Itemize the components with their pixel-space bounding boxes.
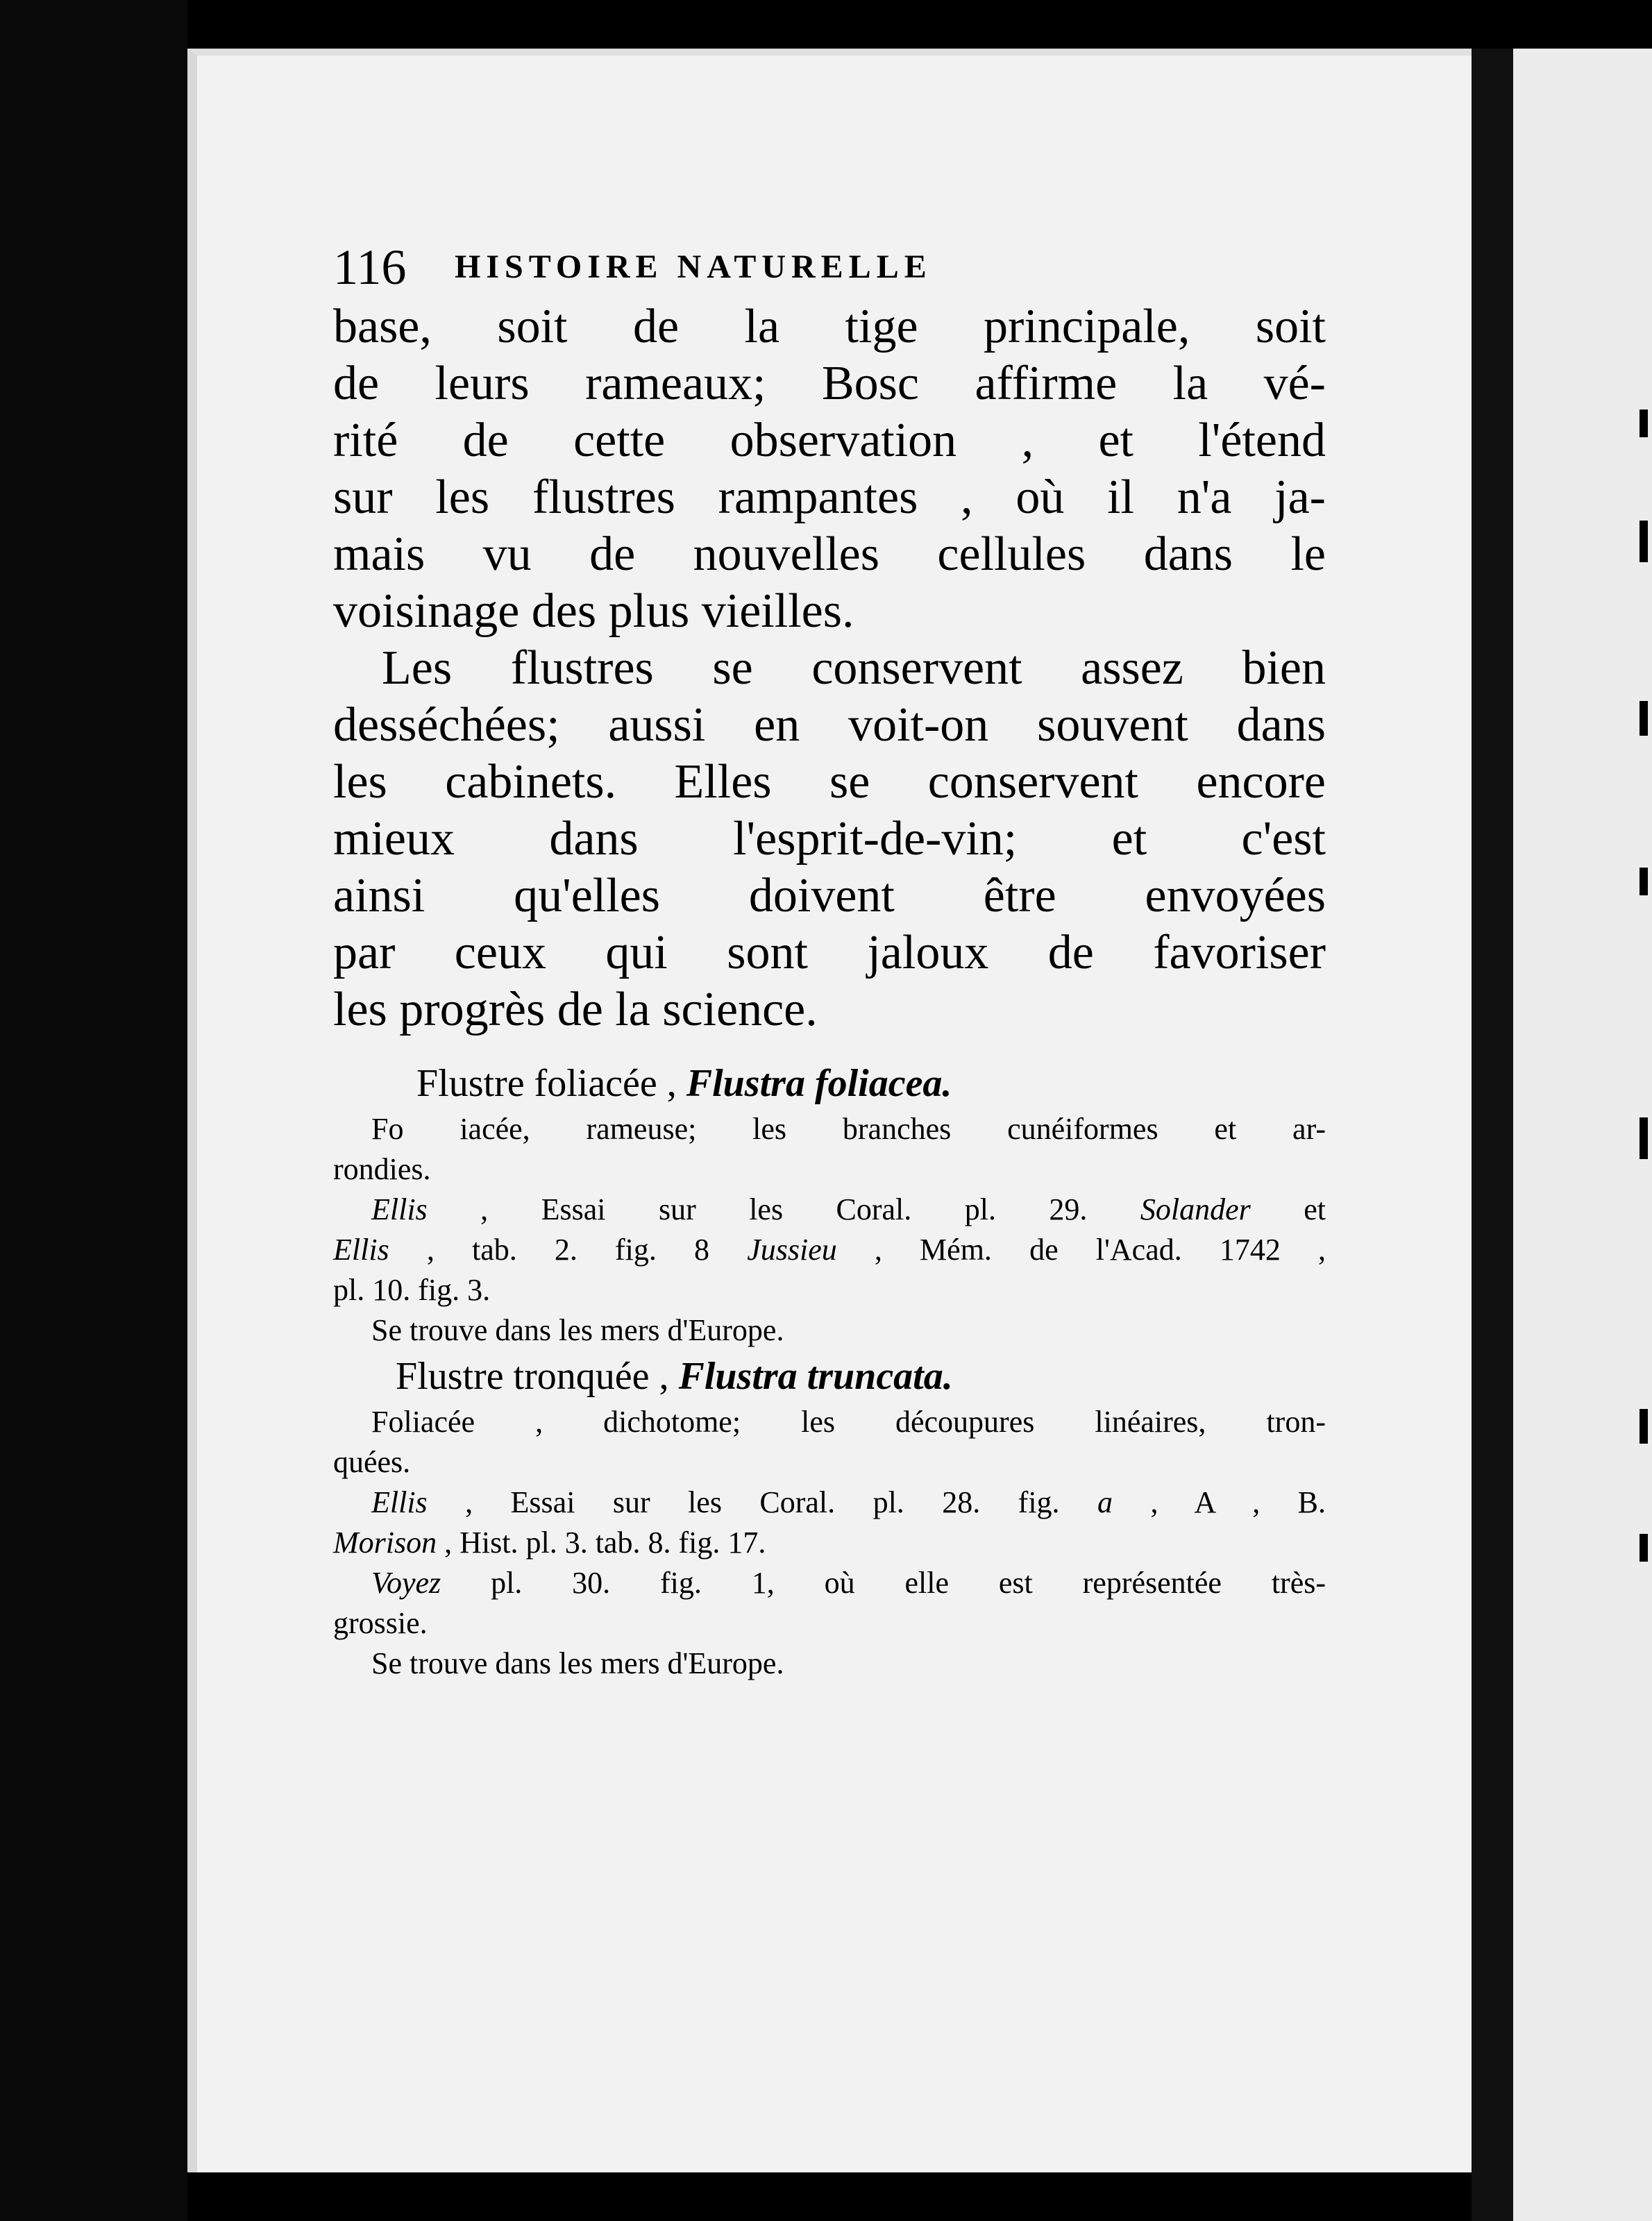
species-name-french: Flustre tronquée ,	[396, 1355, 669, 1398]
author-name: Ellis	[371, 1192, 428, 1226]
text-line: desséchées; aussi en voit-on souvent dans	[333, 698, 1326, 752]
text-line: les progrès de la science.	[333, 983, 818, 1036]
species-heading	[333, 1351, 1326, 1402]
reference-line	[333, 1563, 1326, 1603]
edge-glyph	[1640, 521, 1648, 562]
species-entry-truncata	[333, 1351, 1326, 1684]
text-line: Les flustres se conservent assez bien	[382, 641, 1326, 695]
author-name: Jussieu	[747, 1233, 837, 1267]
figure-letter: a	[1097, 1485, 1113, 1519]
edge-glyph	[1640, 1409, 1648, 1444]
reference-line	[333, 1190, 1326, 1230]
text-line: rité de cette observation , et l'étend	[333, 414, 1326, 467]
species-name-latin: Flustra foliacea.	[686, 1062, 952, 1105]
edge-glyph	[1640, 868, 1648, 895]
author-name: Solander	[1140, 1192, 1251, 1226]
species-name-french: Flustre foliacée ,	[416, 1062, 677, 1105]
reference-text: , tab. 2. fig. 8	[426, 1233, 710, 1267]
page-number: 116	[333, 239, 407, 295]
binding-edge	[0, 0, 187, 2221]
author-name: Morison	[333, 1526, 437, 1560]
running-title: HISTOIRE NATURELLE	[455, 248, 932, 285]
description-line: quées.	[333, 1445, 411, 1479]
paragraph-2	[333, 640, 1326, 1038]
reference-text: , Hist. pl. 3. tab. 8. fig. 17.	[444, 1526, 766, 1560]
text-line: mais vu de nouvelles cellules dans le	[333, 527, 1326, 581]
species-heading	[333, 1058, 1326, 1109]
text-line: de leurs rameaux; Bosc affirme la vé-	[333, 357, 1326, 410]
reference-line: grossie.	[333, 1606, 428, 1640]
adjacent-page-edge	[1513, 49, 1652, 2221]
edge-glyph	[1640, 409, 1648, 437]
text-line: par ceux qui sont jaloux de favoriser	[333, 926, 1326, 979]
text-block	[333, 236, 1326, 1684]
text-line: voisinage des plus vieilles.	[333, 584, 854, 638]
reference-text: , Essai sur les Coral. pl. 29.	[480, 1192, 1088, 1226]
habitat-line: Se trouve dans les mers d'Europe.	[371, 1646, 784, 1680]
description-line: rondies.	[333, 1152, 431, 1186]
species-entry-foliacea	[333, 1058, 1326, 1351]
reference-lead: Voyez	[371, 1566, 441, 1600]
reference-text: et	[1304, 1192, 1326, 1226]
reference-text: , Essai sur les Coral. pl. 28. fig.	[465, 1485, 1060, 1519]
species-name-latin: Flustra truncata.	[678, 1355, 953, 1398]
text-line: base, soit de la tige principale, soit	[333, 300, 1326, 353]
description-line: Foliacée , dichotome; les découpures linéaires, tron-	[371, 1405, 1326, 1439]
paragraph-1	[333, 298, 1326, 640]
running-header	[333, 236, 1326, 298]
text-line: ainsi qu'elles doivent être envoyées	[333, 869, 1326, 922]
author-name: Ellis	[371, 1485, 428, 1519]
reference-line	[333, 1483, 1326, 1523]
text-line: les cabinets. Elles se conservent encore	[333, 755, 1326, 809]
reference-text: , Mém. de l'Acad. 1742 ,	[874, 1233, 1326, 1267]
reference-line: pl. 10. fig. 3.	[333, 1273, 491, 1307]
text-line: mieux dans l'esprit-de-vin; et c'est	[333, 812, 1326, 865]
reference-text: pl. 30. fig. 1, où elle est représentée très-	[491, 1566, 1326, 1600]
reference-text: , A , B.	[1150, 1485, 1326, 1519]
page-gutter	[1472, 49, 1513, 2221]
edge-glyph	[1640, 1117, 1648, 1159]
reference-line	[333, 1230, 1326, 1270]
edge-glyph	[1640, 701, 1648, 736]
habitat-line: Se trouve dans les mers d'Europe.	[371, 1313, 784, 1347]
reference-line	[333, 1523, 1326, 1563]
edge-glyph	[1640, 1534, 1648, 1562]
text-line: sur les flustres rampantes , où il n'a ja-	[333, 471, 1326, 524]
description-line: Fo iacée, rameuse; les branches cunéiformes et ar-	[371, 1112, 1326, 1146]
author-name: Ellis	[333, 1233, 389, 1267]
